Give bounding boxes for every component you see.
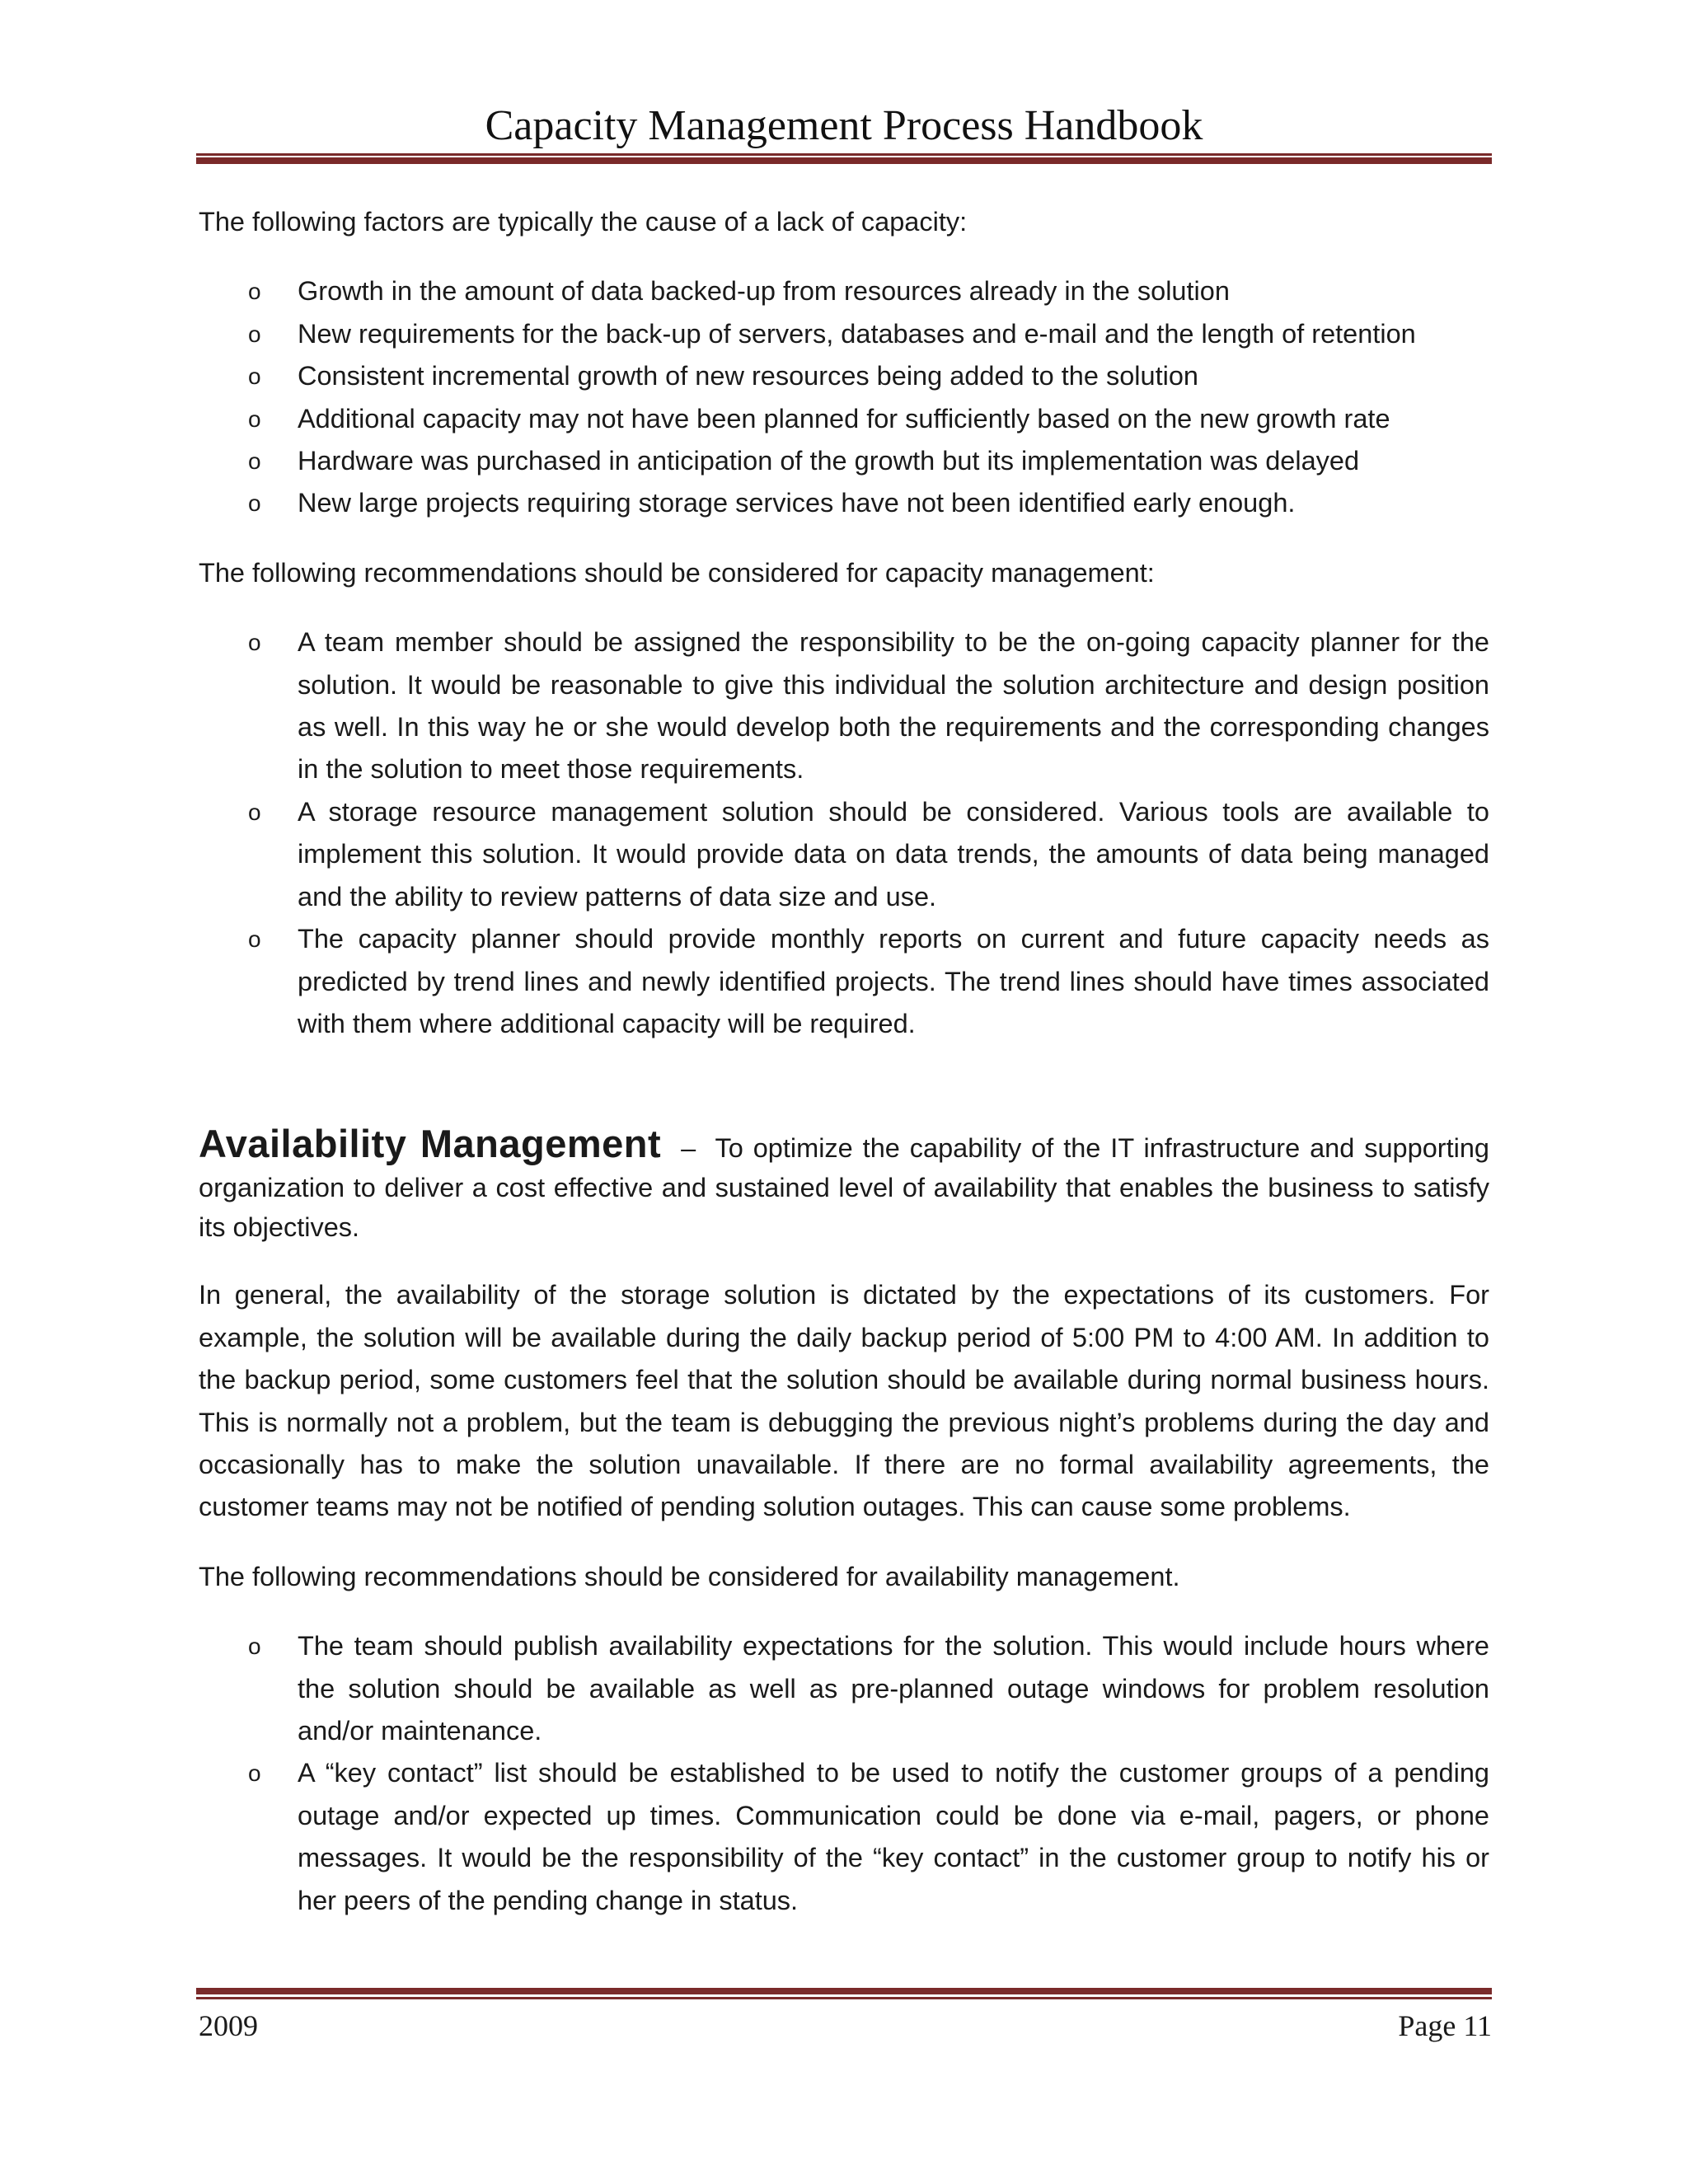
list-item: o Hardware was purchased in anticipation of the growth but its implementation was delayed — [298, 440, 1489, 482]
list-item: o A storage resource management solution should be considered. Various tools are available to implement this solution. It would provide data on data trends, the amounts of data being managed and the ability to review patterns of data size and use. — [298, 791, 1489, 918]
list-item: o The team should publish availability expectations for the solution. This would include hours where the solution should be available as well as pre-planned outage windows for problem resolution and/or maintenance. — [298, 1625, 1489, 1752]
bullet-icon: o — [248, 363, 261, 390]
section-heading-availability: Availability Management — [199, 1122, 662, 1166]
page-content — [199, 201, 1489, 1922]
bullet-icon: o — [248, 448, 261, 475]
bullet-icon: o — [248, 321, 261, 347]
header-rule-thin — [196, 153, 1492, 156]
footer-page-number: Page 11 — [1398, 2009, 1492, 2042]
list-item: o New large projects requiring storage services have not been identified early enough. — [298, 482, 1489, 524]
availability-recs-intro: The following recommendations should be considered for availability management. — [199, 1561, 1180, 1591]
bullet-icon: o — [248, 405, 261, 432]
factors-list — [199, 270, 1489, 524]
page-header-title: Capacity Management Process Handbook — [485, 102, 1203, 149]
availability-recs-list — [199, 1625, 1489, 1922]
bullet-icon: o — [248, 1760, 261, 1787]
footer-year: 2009 — [199, 2009, 258, 2042]
availability-definition: Availability Management – To optimize the capability of the IT infrastructure and supporting organization to deliver a cost effective and sustained level of availability that enables the business to satisfy its objectives. — [199, 1122, 1489, 1243]
bullet-icon: o — [248, 630, 261, 656]
list-item: o A “key contact” list should be established to be used to notify the customer groups of a pending outage and/or expected up times. Communication could be done via e-mail, pagers, or phone messages. It would be the responsibility of the “key contact” in the customer group to notify his or her peers of the pending change in status. — [298, 1752, 1489, 1922]
list-item: o New requirements for the back-up of servers, databases and e-mail and the length of retention — [298, 313, 1489, 355]
bullet-icon: o — [248, 1633, 261, 1660]
list-item: o Consistent incremental growth of new resources being added to the solution — [298, 355, 1489, 397]
list-item: o Growth in the amount of data backed-up from resources already in the solution — [298, 270, 1489, 312]
bullet-icon: o — [248, 490, 261, 517]
list-item: o A team member should be assigned the responsibility to be the on-going capacity planner for the solution. It would be reasonable to give this individual the solution architecture and design position as well. In this way he or she would develop both the requirements and the corresponding changes in the solution to meet those requirements. — [298, 621, 1489, 791]
bullet-icon: o — [248, 926, 261, 953]
factors-intro: The following factors are typically the cause of a lack of capacity: — [199, 207, 968, 237]
bullet-icon: o — [248, 279, 261, 305]
capacity-recs-list — [199, 621, 1489, 1045]
footer-rule-thin — [196, 1997, 1492, 1999]
list-item: o The capacity planner should provide monthly reports on current and future capacity needs as predicted by trend lines and newly identified projects. The trend lines should have times associated with them where additional capacity will be required. — [298, 918, 1489, 1045]
capacity-recs-intro: The following recommendations should be considered for capacity management: — [199, 557, 1155, 588]
bullet-icon: o — [248, 799, 261, 825]
heading-dash: – — [681, 1133, 696, 1164]
header-rule-thick — [196, 157, 1492, 164]
footer-rule-thick — [196, 1988, 1492, 1994]
list-item: o Additional capacity may not have been planned for sufficiently based on the new growth rate — [298, 398, 1489, 440]
availability-body: In general, the availability of the storage solution is dictated by the expectations of its customers. For example, the solution will be available during the daily backup period of 5:00 PM to 4:00 AM. In addition to the backup period, some customers feel that the solution should be available during normal business hours. This is normally not a problem, but the team is debugging the previous night’s problems during the day and occasionally has to make the solution unavailable. If there are no formal availability agreements, the customer teams may not be notified of pending solution outages. This can cause some problems. — [199, 1280, 1489, 1522]
